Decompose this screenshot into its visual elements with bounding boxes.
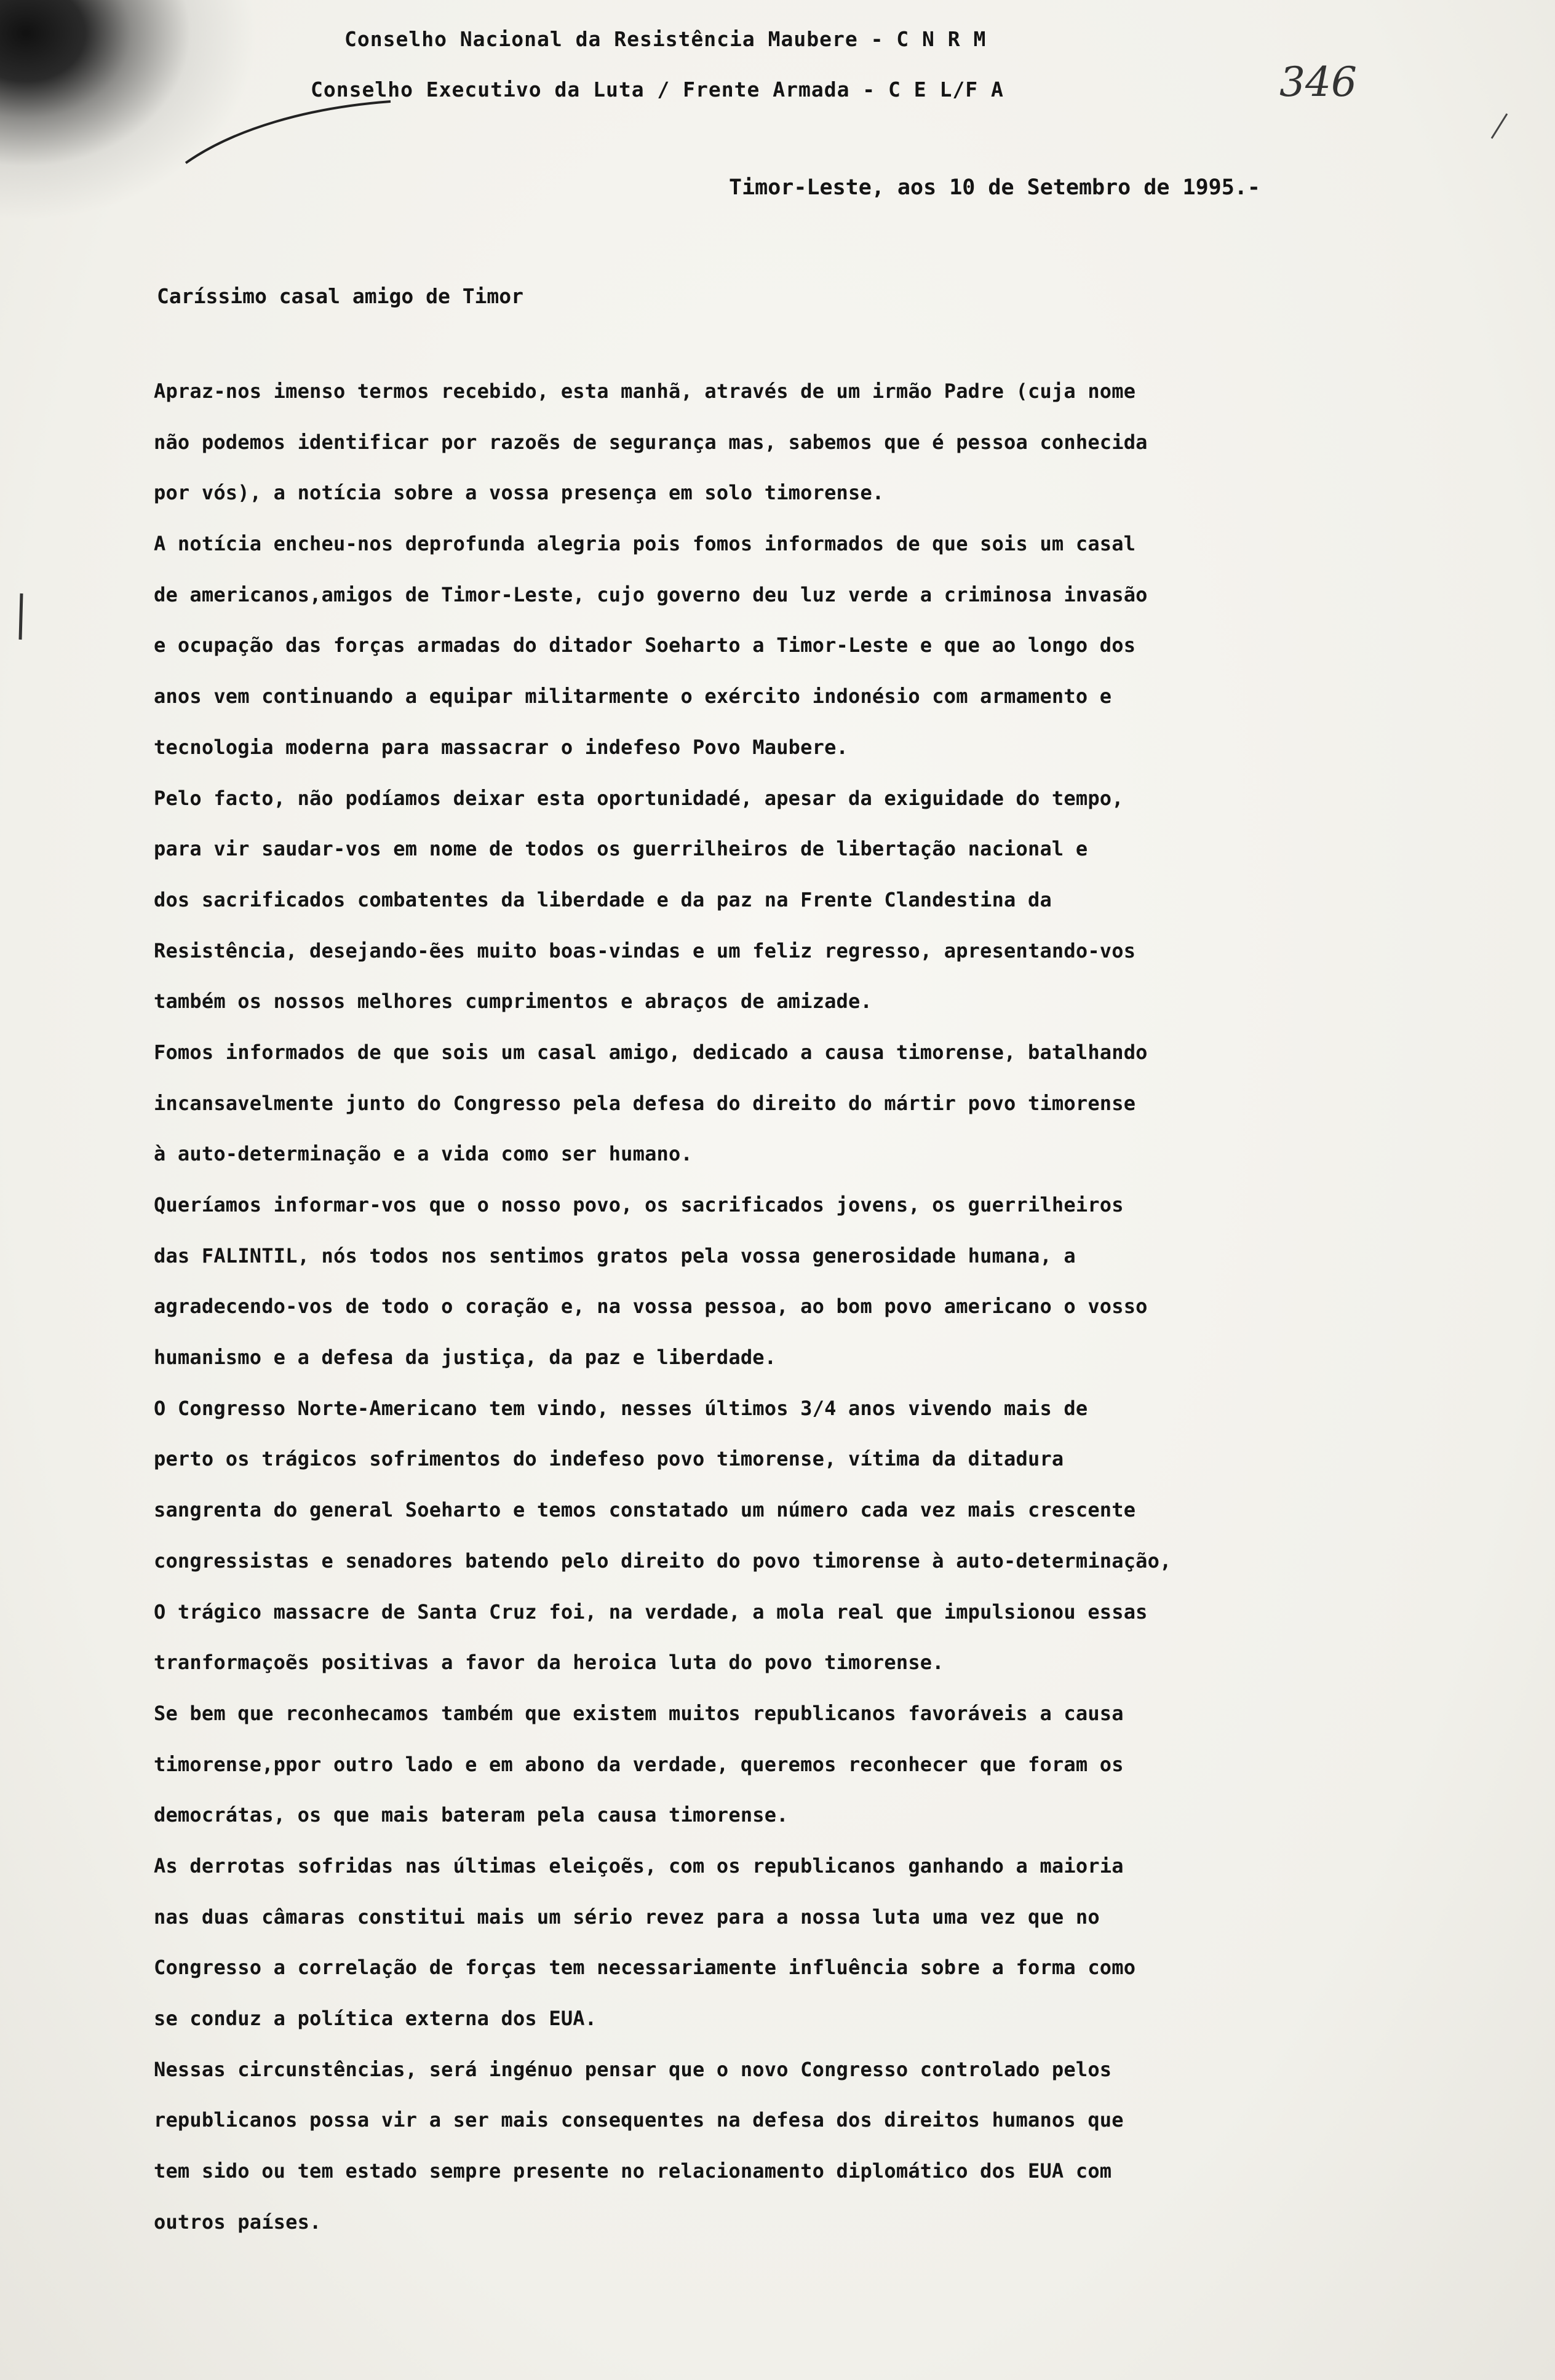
dateline: Timor-Leste, aos 10 de Setembro de 1995.- [729, 175, 1260, 200]
body-line: Apraz-nos imenso termos recebido, esta manhã, através de um irmão Padre (cuja nome [154, 379, 1136, 403]
margin-tick-mark [1489, 111, 1513, 141]
body-line: A notícia encheu-nos deprofunda alegria pois fomos informados de que sois um casal [154, 532, 1136, 556]
body-line: humanismo e a defesa da justiça, da paz e liberdade. [154, 1346, 777, 1370]
body-line: à auto-determinação e a vida como ser humano. [154, 1142, 693, 1166]
body-line: Fomos informados de que sois um casal amigo, dedicado a causa timorense, batalhando [154, 1040, 1148, 1064]
body-line: congressistas e senadores batendo pelo direito do povo timorense à auto-determinação, [154, 1549, 1172, 1573]
body-line: O Congresso Norte-Americano tem vindo, nesses últimos 3/4 anos vivendo mais de [154, 1396, 1088, 1420]
body-line: não podemos identificar por razoẽs de segurança mas, sabemos que é pessoa conhecida [154, 430, 1148, 454]
body-line: tecnologia moderna para massacrar o indefeso Povo Maubere. [154, 735, 849, 759]
margin-blot-mark [9, 590, 34, 646]
handwritten-doc-number: 346 [1279, 58, 1357, 106]
body-line: Se bem que reconhecamos também que existem muitos republicanos favoráveis a causa [154, 1701, 1124, 1725]
body-line: As derrotas sofridas nas últimas eleiçoẽs, com os republicanos ganhando a maioria [154, 1854, 1124, 1878]
body-line: se conduz a política externa dos EUA. [154, 2007, 597, 2030]
body-line: também os nossos melhores cumprimentos e abraços de amizade. [154, 990, 872, 1013]
body-line: perto os trágicos sofrimentos do indefeso povo timorense, vítima da ditadura [154, 1447, 1064, 1471]
body-line: agradecendo-vos de todo o coração e, na vossa pessoa, ao bom povo americano o vosso [154, 1295, 1148, 1319]
body-line: por vós), a notícia sobre a vossa presença em solo timorense. [154, 481, 885, 505]
body-line: outros países. [154, 2210, 322, 2234]
body-line: Congresso a correlação de forças tem necessariamente influência sobre a forma como [154, 1956, 1136, 1980]
body-line: Nessas circunstências, será ingénuo pensar que o novo Congresso controlado pelos [154, 2057, 1112, 2081]
body-line: democrátas, os que mais bateram pela causa timorense. [154, 1803, 789, 1827]
body-line: O trágico massacre de Santa Cruz foi, na verdade, a mola real que impulsionou essas [154, 1600, 1148, 1624]
body-line: sangrenta do general Soeharto e temos constatado um número cada vez mais crescente [154, 1498, 1136, 1522]
body-line: das FALINTIL, nós todos nos sentimos gratos pela vossa generosidade humana, a [154, 1244, 1076, 1267]
body-line: tem sido ou tem estado sempre presente no relacionamento diplomático dos EUA com [154, 2159, 1112, 2183]
greeting: Caríssimo casal amigo de Timor [157, 284, 524, 308]
body-line: tranformaçoẽs positivas a favor da heroica luta do povo timorense. [154, 1651, 944, 1675]
header-line-cnrm: Conselho Nacional da Resistência Maubere - C N R M [344, 27, 987, 51]
body-line: Queríamos informar-vos que o nosso povo, os sacrificados jovens, os guerrilheiros [154, 1193, 1124, 1216]
body-line: incansavelmente junto do Congresso pela defesa do direito do mártir povo timorense [154, 1091, 1136, 1115]
body-line: dos sacrificados combatentes da liberdade e da paz na Frente Clandestina da [154, 887, 1052, 911]
body-line: republicanos possa vir a ser mais consequentes na defesa dos direitos humanos que [154, 2108, 1124, 2132]
body-line: anos vem continuando a equipar militarmente o exército indonésio com armamento e [154, 684, 1112, 708]
body-line: timorense,ppor outro lado e em abono da verdade, queremos reconhecer que foram os [154, 1752, 1124, 1776]
body-line: e ocupação das forças armadas do ditador Soeharto a Timor-Leste e que ao longo dos [154, 633, 1136, 657]
header-line-celfa: Conselho Executivo da Luta / Frente Armada - C E L/F A [311, 77, 1004, 101]
body-line: Pelo facto, não podíamos deixar esta oportunidadé, apesar da exiguidade do tempo, [154, 786, 1124, 810]
body-line: Resistência, desejando-ẽes muito boas-vindas e um feliz regresso, apresentando-vos [154, 938, 1136, 962]
body-line: para vir saudar-vos em nome de todos os guerrilheiros de libertação nacional e [154, 837, 1088, 861]
pen-stroke-mark [185, 92, 394, 166]
letter-body [154, 366, 1452, 2247]
body-line: nas duas câmaras constitui mais um sério revez para a nossa luta uma vez que no [154, 1905, 1100, 1929]
body-line: de americanos,amigos de Timor-Leste, cujo governo deu luz verde a criminosa invasão [154, 582, 1148, 606]
